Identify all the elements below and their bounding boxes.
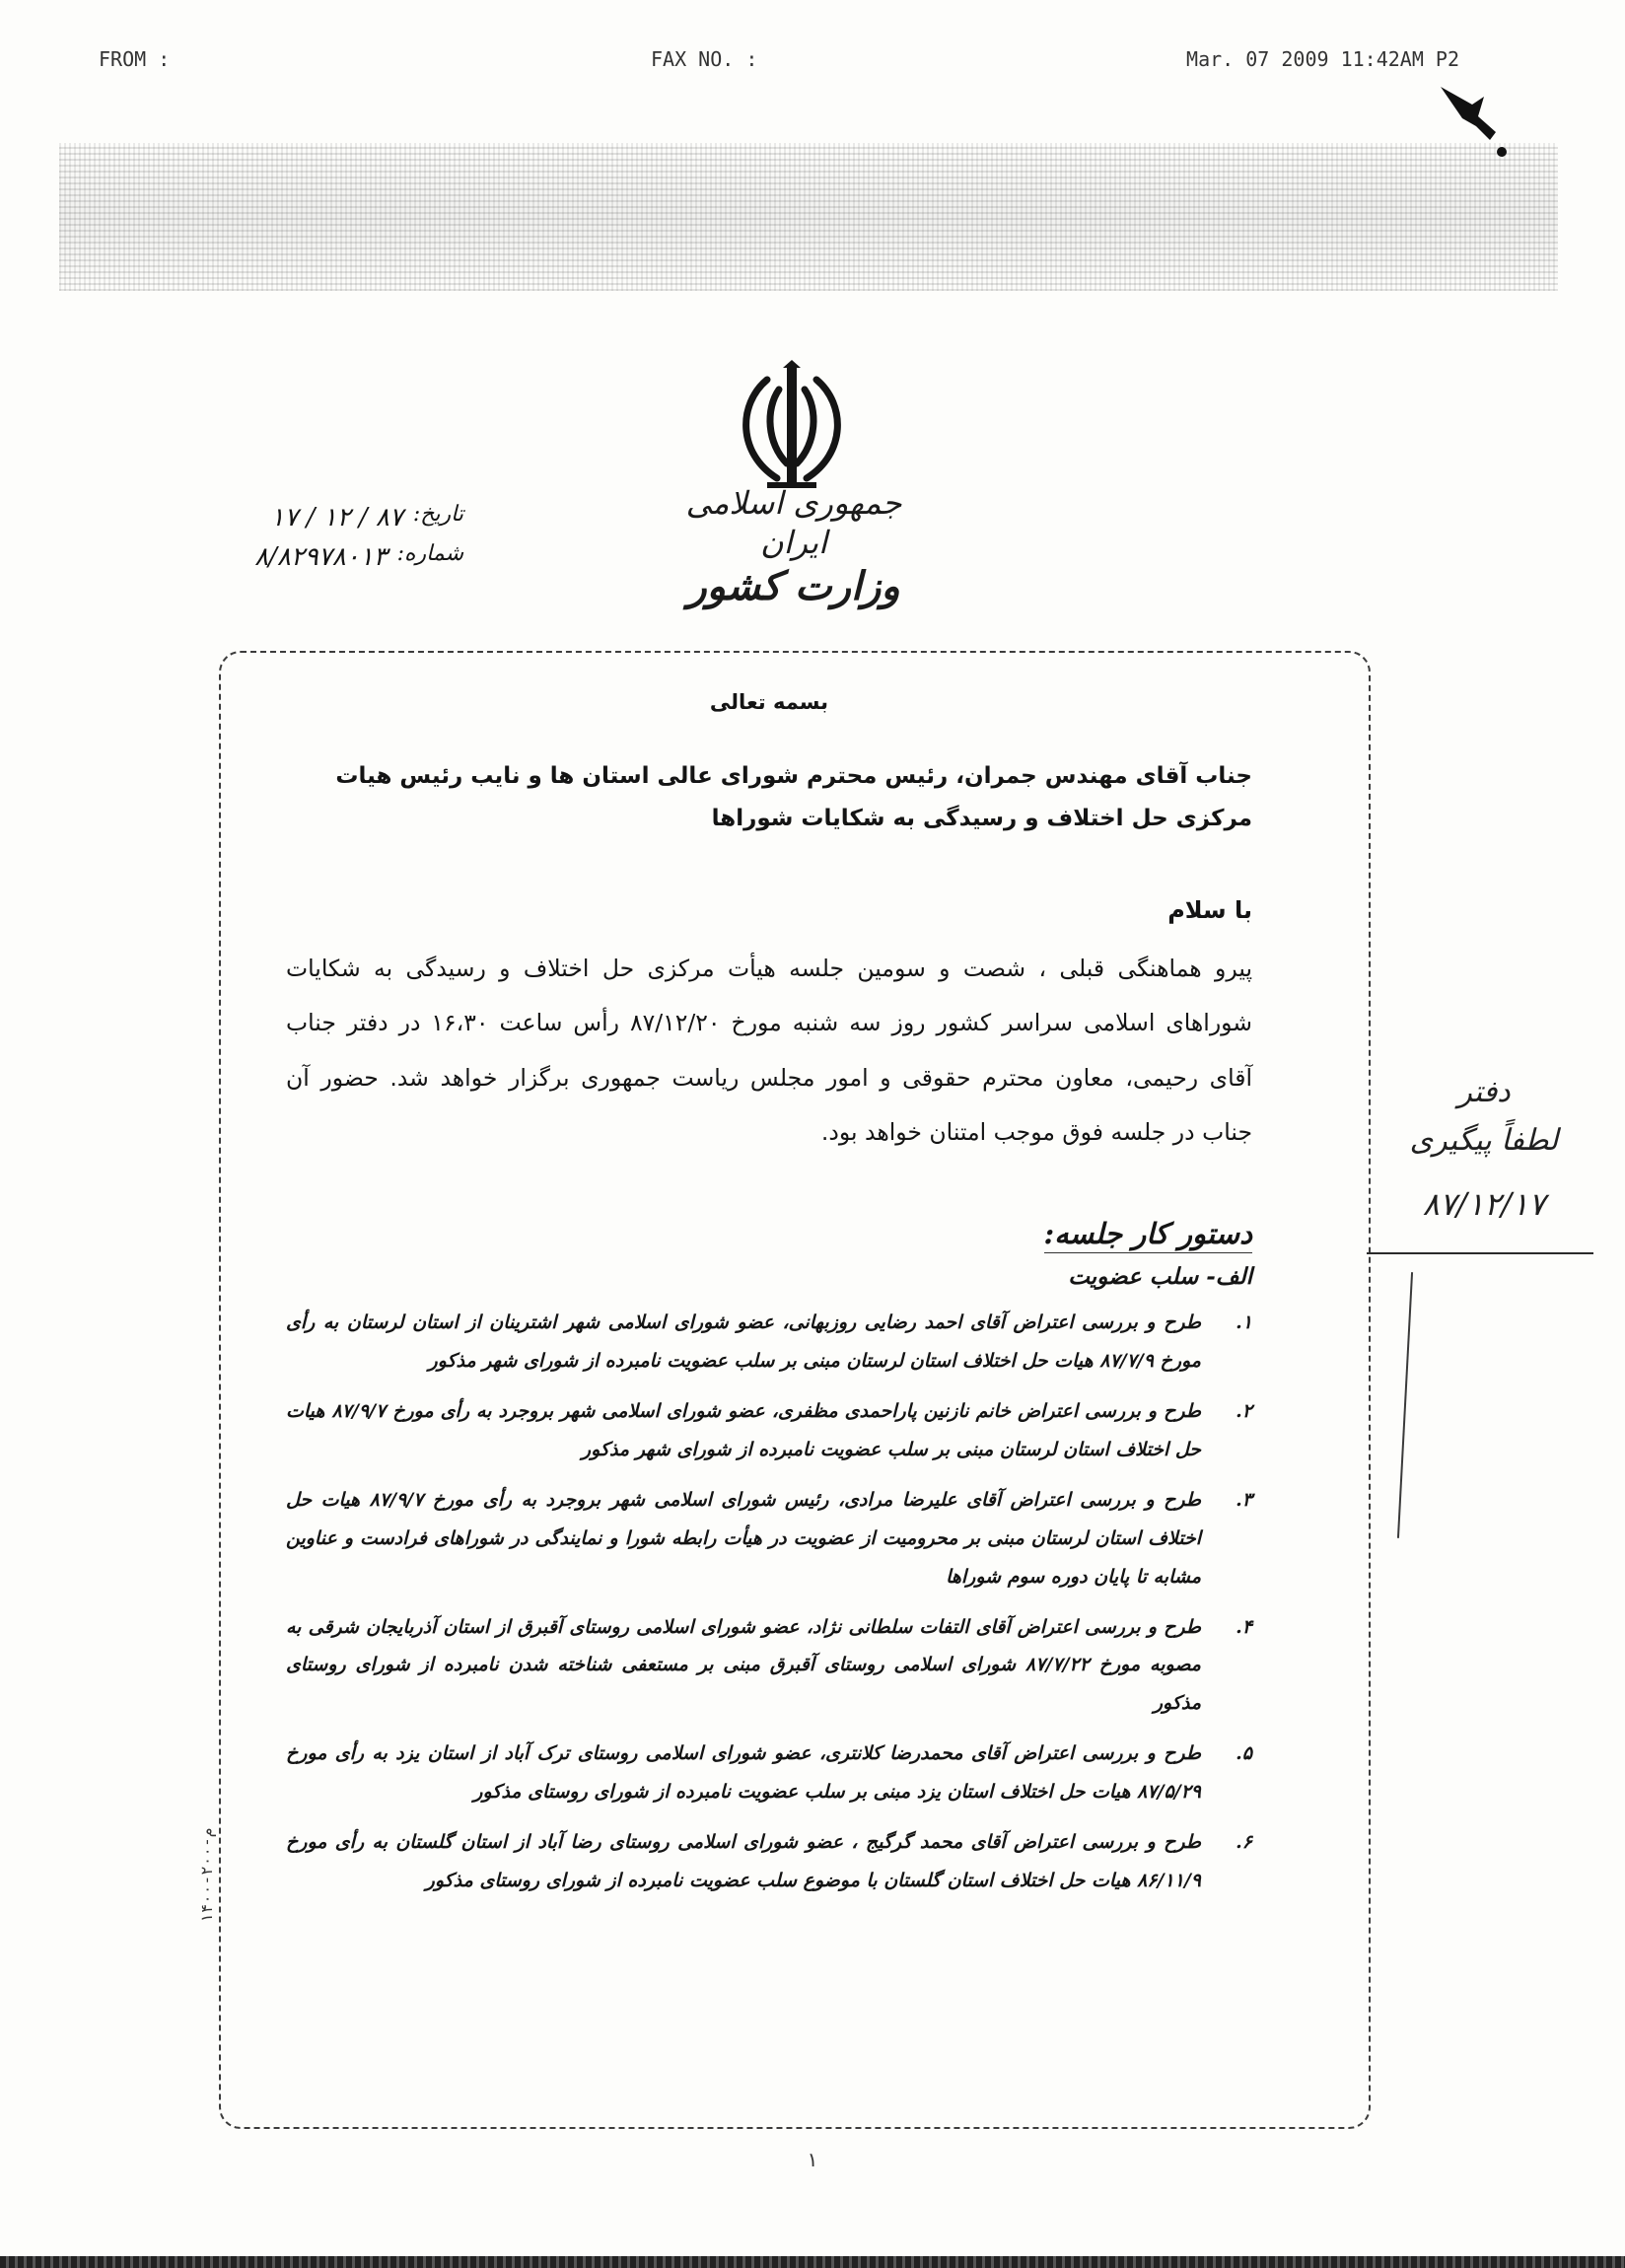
agenda-item-number: ۶. (1236, 1831, 1252, 1854)
iran-emblem-icon (728, 360, 856, 498)
letterhead-country: جمهوری اسلامی ایران (685, 484, 902, 561)
fax-number: FAX NO. : (651, 47, 758, 71)
agenda-item-text: طرح و بررسی اعتراض آقای احمد رضایی روزبهانی، عضو شورای اسلامی شهر اشترینان از استان لرستان به رأی مورخ ۸۷/۷/۹ هیات حل اختلاف استان لرستان مبنی بر سلب عضویت نامبرده از شورای شهر مذکور (286, 1311, 1201, 1372)
fax-header (99, 47, 1459, 77)
salutation: با سلام (1167, 896, 1252, 925)
number-value: ۸/۸۲۹۷۸۰۱۳ (254, 542, 388, 573)
agenda-item-text: طرح و بررسی اعتراض آقای محمد گرگیج ، عضو شورای اسلامی روستای رضا آباد از استان گلستان به رأی مورخ ۸۶/۱۱/۹ هیات حل اختلاف استان گلستان با موضوع سلب عضویت نامبرده از شورای روستای مذکور (286, 1831, 1201, 1892)
addressee: جناب آقای مهندس جمران، رئیس محترم شورای عالی استان ها و نایب رئیس هیات مرکزی حل اختلاف و رسیدگی به شکایات شوراها (335, 763, 1252, 831)
agenda-item (286, 1608, 1252, 1724)
agenda-item (286, 1735, 1252, 1811)
note-divider (1367, 1252, 1593, 1254)
bismillah: بسمه تعالی (709, 690, 829, 714)
agenda-item-number: ۳. (1236, 1488, 1252, 1511)
fax-bottom-edge (0, 2256, 1625, 2268)
agenda-item-number: ۴. (1236, 1615, 1252, 1638)
agenda-list (286, 1304, 1252, 1900)
agenda-item-text: طرح و بررسی اعتراض آقای علیرضا مرادی، رئیس شورای اسلامی شهر بروجرد به رأی مورخ ۸۷/۹/۷ هیات حل اختلاف استان لرستان مبنی بر محرومیت از عضویت در هیأت رابطه شورا و نمایندگی در شوراهای فرادست و عناوین مشابه تا پایان دوره سوم شوراها (286, 1488, 1202, 1588)
fax-from: FROM : (99, 47, 171, 71)
note-line-2: لطفاً پیگیری (1409, 1123, 1559, 1158)
fax-datetime: Mar. 07 2009 11:42AM P2 (1186, 47, 1459, 71)
agenda-item-number: ۵. (1236, 1742, 1252, 1765)
note-date: ۸۷/۱۲/۱۷ (1422, 1185, 1546, 1223)
agenda-title: دستور کار جلسه: (1044, 1217, 1252, 1253)
letter-body: پیرو هماهنگی قبلی ، شصت و سومین جلسه هیأت مرکزی حل اختلاف و رسیدگی به شکایات شوراهای اسلامی سراسر کشور روز سه شنبه مورخ ۸۷/۱۲/۲۰ رأس ساعت ۱۶،۳۰ در دفتر جناب آقای رحیمی، معاون محترم حقوقی و امور مجلس ریاست جمهوری برگزار خواهد شد. حضور آن جناب در جلسه فوق موجب امتنان خواهد بود. (286, 955, 1253, 1146)
letterhead-ministry: وزارت کشور (687, 563, 900, 609)
date-row (217, 498, 463, 537)
letter-content (286, 690, 1252, 1912)
margin-stamp: ۱۴۰۰-م-۲۰۰ (197, 1827, 216, 1923)
fax-noise-band (59, 143, 1558, 291)
note-vertical-stroke (1397, 1272, 1413, 1538)
number-row (217, 537, 463, 577)
note-line-1: دفتر (1457, 1075, 1511, 1109)
agenda-item (286, 1481, 1252, 1596)
page-number: ۱ (807, 2148, 818, 2171)
agenda-item-text: طرح و بررسی اعتراض آقای التفات سلطانی نژاد، عضو شورای اسلامی روستای آقبرق از استان آذربایجان شرقی به مصوبه مورخ ۸۷/۷/۲۲ شورای اسلامی روستای آقبرق مبنی بر مستعفی شناخته شدن نامبرده از شورای روستای مذکور (286, 1615, 1201, 1715)
letterhead (680, 483, 907, 611)
section-title: الف- سلب عضویت (1068, 1262, 1252, 1290)
agenda-item (286, 1823, 1252, 1900)
letter-meta (217, 498, 463, 578)
agenda-item (286, 1392, 1252, 1469)
date-label: تاریخ: (412, 502, 463, 527)
handwritten-note (1371, 1075, 1597, 1223)
agenda-item-text: طرح و بررسی اعتراض خانم نازنین پاراحمدی مظفری، عضو شورای اسلامی شهر بروجرد به رأی مورخ ۸۷/۹/۷ هیات حل اختلاف استان لرستان مبنی بر سلب عضویت نامبرده از شورای شهر مذکور (286, 1399, 1202, 1460)
number-label: شماره: (396, 541, 463, 567)
agenda-item (286, 1304, 1252, 1381)
ink-blot-icon (1433, 77, 1521, 166)
agenda-item-number: ۱. (1236, 1311, 1252, 1333)
agenda-item-number: ۲. (1236, 1399, 1252, 1422)
date-value: ۸۷ / ۱۲ / ۱۷ (270, 503, 403, 532)
agenda-item-text: طرح و بررسی اعتراض آقای محمدرضا کلانتری، عضو شورای اسلامی روستای ترک آباد از استان یزد به رأی مورخ ۸۷/۵/۲۹ هیات حل اختلاف استان یزد مبنی بر سلب عضویت نامبرده از شورای روستای مذکور (286, 1742, 1201, 1804)
